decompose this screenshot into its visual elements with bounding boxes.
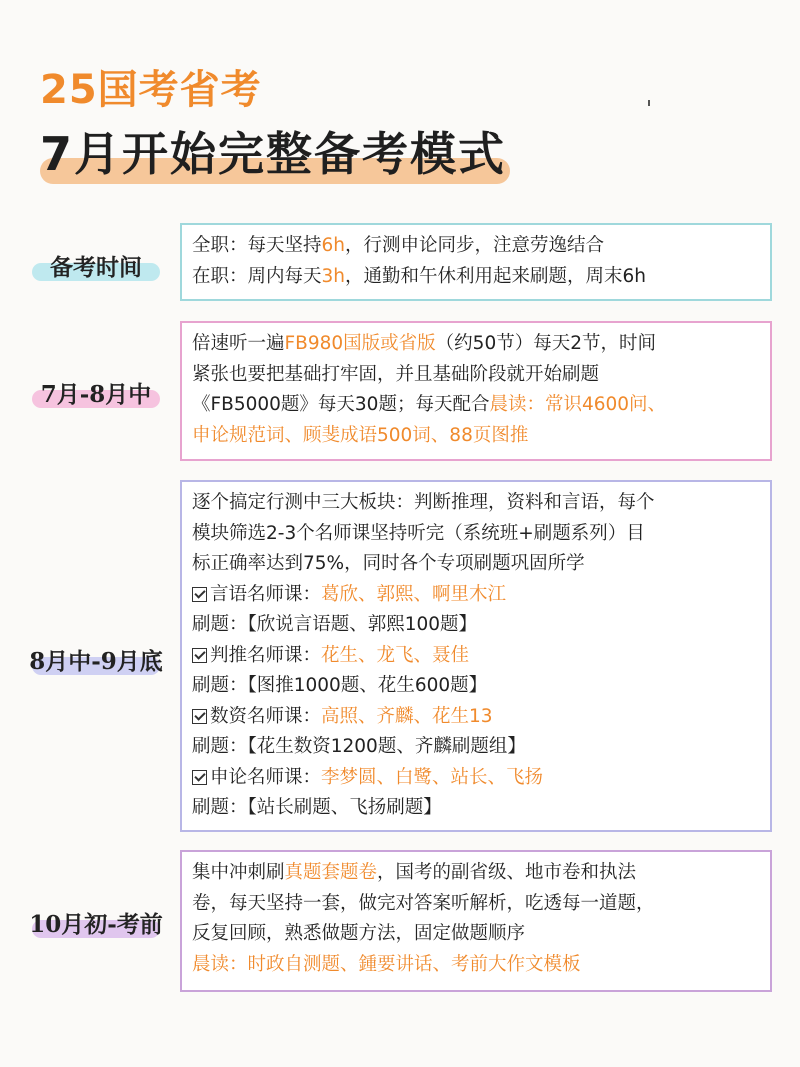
highlight-text: 李梦圆、白鹭、站长、飞扬 bbox=[321, 766, 544, 788]
content-text: 刷题：【花生数资1200题、齐麟刷题组】 bbox=[192, 736, 526, 757]
section-label-text: 备考时间 bbox=[50, 254, 142, 281]
section-label-text: 10月初-考前 bbox=[29, 911, 163, 938]
content-text: 刷题：【图推1000题、花生600题】 bbox=[192, 675, 488, 696]
content-text: 刷题：【站长刷题、飞扬刷题】 bbox=[192, 797, 442, 818]
highlight-text: 真题套题卷 bbox=[284, 862, 378, 883]
section-label-text: 7月-8月中 bbox=[40, 381, 152, 408]
content-line bbox=[192, 390, 760, 421]
content-line bbox=[192, 858, 760, 889]
highlight-text: 申论规范词、顾斐成语500词、88页图推 bbox=[192, 424, 529, 446]
content-line bbox=[192, 641, 760, 672]
content-text: （约50节）每天2节，时间 bbox=[435, 333, 656, 354]
content-line bbox=[192, 329, 760, 360]
content-line bbox=[192, 488, 760, 519]
content-line bbox=[192, 580, 760, 611]
content-text: 《FB5000题》每天30题；每天配合 bbox=[192, 394, 490, 415]
content-line bbox=[192, 231, 760, 262]
section-content-box bbox=[180, 321, 772, 461]
highlight-text: 6h bbox=[321, 235, 346, 256]
section-label bbox=[22, 376, 170, 409]
section-label bbox=[22, 249, 170, 282]
content-text: 模块筛选2-3个名师课坚持听完（系统班+刷题系列）目 bbox=[192, 522, 645, 544]
highlight-text: 葛欣、郭熙、啊里木江 bbox=[321, 583, 507, 605]
highlight-text: 高照、齐麟、花生13 bbox=[321, 705, 493, 727]
content-line bbox=[192, 889, 760, 920]
content-line bbox=[192, 950, 760, 981]
content-text: 紧张也要把基础打牢固，并且基础阶段就开始刷题 bbox=[192, 363, 600, 385]
content-text: 倍速听一遍 bbox=[192, 333, 285, 354]
content-text: 全职：每天坚持 bbox=[192, 235, 322, 256]
content-line bbox=[192, 360, 760, 391]
content-line bbox=[192, 919, 760, 950]
section-content-box bbox=[180, 480, 772, 832]
content-line bbox=[192, 671, 760, 702]
content-text: 数资名师课： bbox=[210, 705, 322, 727]
checkbox-icon bbox=[192, 587, 207, 602]
content-text: 刷题：【欣说言语题、郭熙100题】 bbox=[192, 614, 478, 635]
checkbox-icon bbox=[192, 709, 207, 724]
page-subtitle: 7月开始完整备考模式 bbox=[40, 127, 507, 181]
content-line bbox=[192, 763, 760, 794]
content-text: 判推名师课： bbox=[210, 644, 322, 666]
page-title: 25国考省考 bbox=[40, 67, 262, 113]
highlight-text: FB980国版或省版 bbox=[284, 333, 436, 354]
highlight-text: 晨读：时政自测题、鍾要讲话、考前大作文模板 bbox=[192, 953, 581, 975]
stray-mark bbox=[648, 100, 650, 106]
content-text: 言语名师课： bbox=[210, 583, 322, 605]
content-text: 反复回顾，熟悉做题方法，固定做题顺序 bbox=[192, 923, 526, 944]
section-label bbox=[22, 643, 170, 676]
content-line bbox=[192, 262, 760, 293]
content-text: ，行测申论同步，注意劳逸结合 bbox=[345, 235, 605, 256]
section-content-box bbox=[180, 223, 772, 301]
highlight-text: 3h bbox=[321, 265, 346, 287]
section-content-box bbox=[180, 850, 772, 992]
subtitle-block bbox=[40, 118, 506, 184]
content-text: ，国考的副省级、地市卷和执法 bbox=[377, 862, 637, 883]
section-label-text: 8月中-9月底 bbox=[29, 648, 163, 675]
content-text: 逐个搞定行测中三大板块：判断推理，资料和言语，每个 bbox=[192, 492, 655, 513]
content-text: 集中冲刺刷 bbox=[192, 862, 285, 883]
highlight-text: 花生、龙飞、聂佳 bbox=[321, 644, 470, 666]
content-line bbox=[192, 702, 760, 733]
content-text: ，通勤和午休利用起来刷题，周末6h bbox=[345, 265, 647, 287]
checkbox-icon bbox=[192, 770, 207, 785]
content-line bbox=[192, 519, 760, 550]
content-text: 在职：周内每天 bbox=[192, 265, 322, 287]
highlight-text: 晨读：常识4600问、 bbox=[489, 394, 667, 415]
content-line bbox=[192, 793, 760, 824]
checkbox-icon bbox=[192, 648, 207, 663]
content-text: 申论名师课： bbox=[210, 766, 322, 788]
content-text: 标正确率达到75%，同时各个专项刷题巩固所学 bbox=[192, 553, 585, 574]
content-line bbox=[192, 421, 760, 452]
content-text: 卷，每天坚持一套，做完对答案听解析，吃透每一道题， bbox=[192, 892, 655, 914]
content-line bbox=[192, 610, 760, 641]
content-line bbox=[192, 549, 760, 580]
content-line bbox=[192, 732, 760, 763]
section-label bbox=[22, 906, 170, 939]
